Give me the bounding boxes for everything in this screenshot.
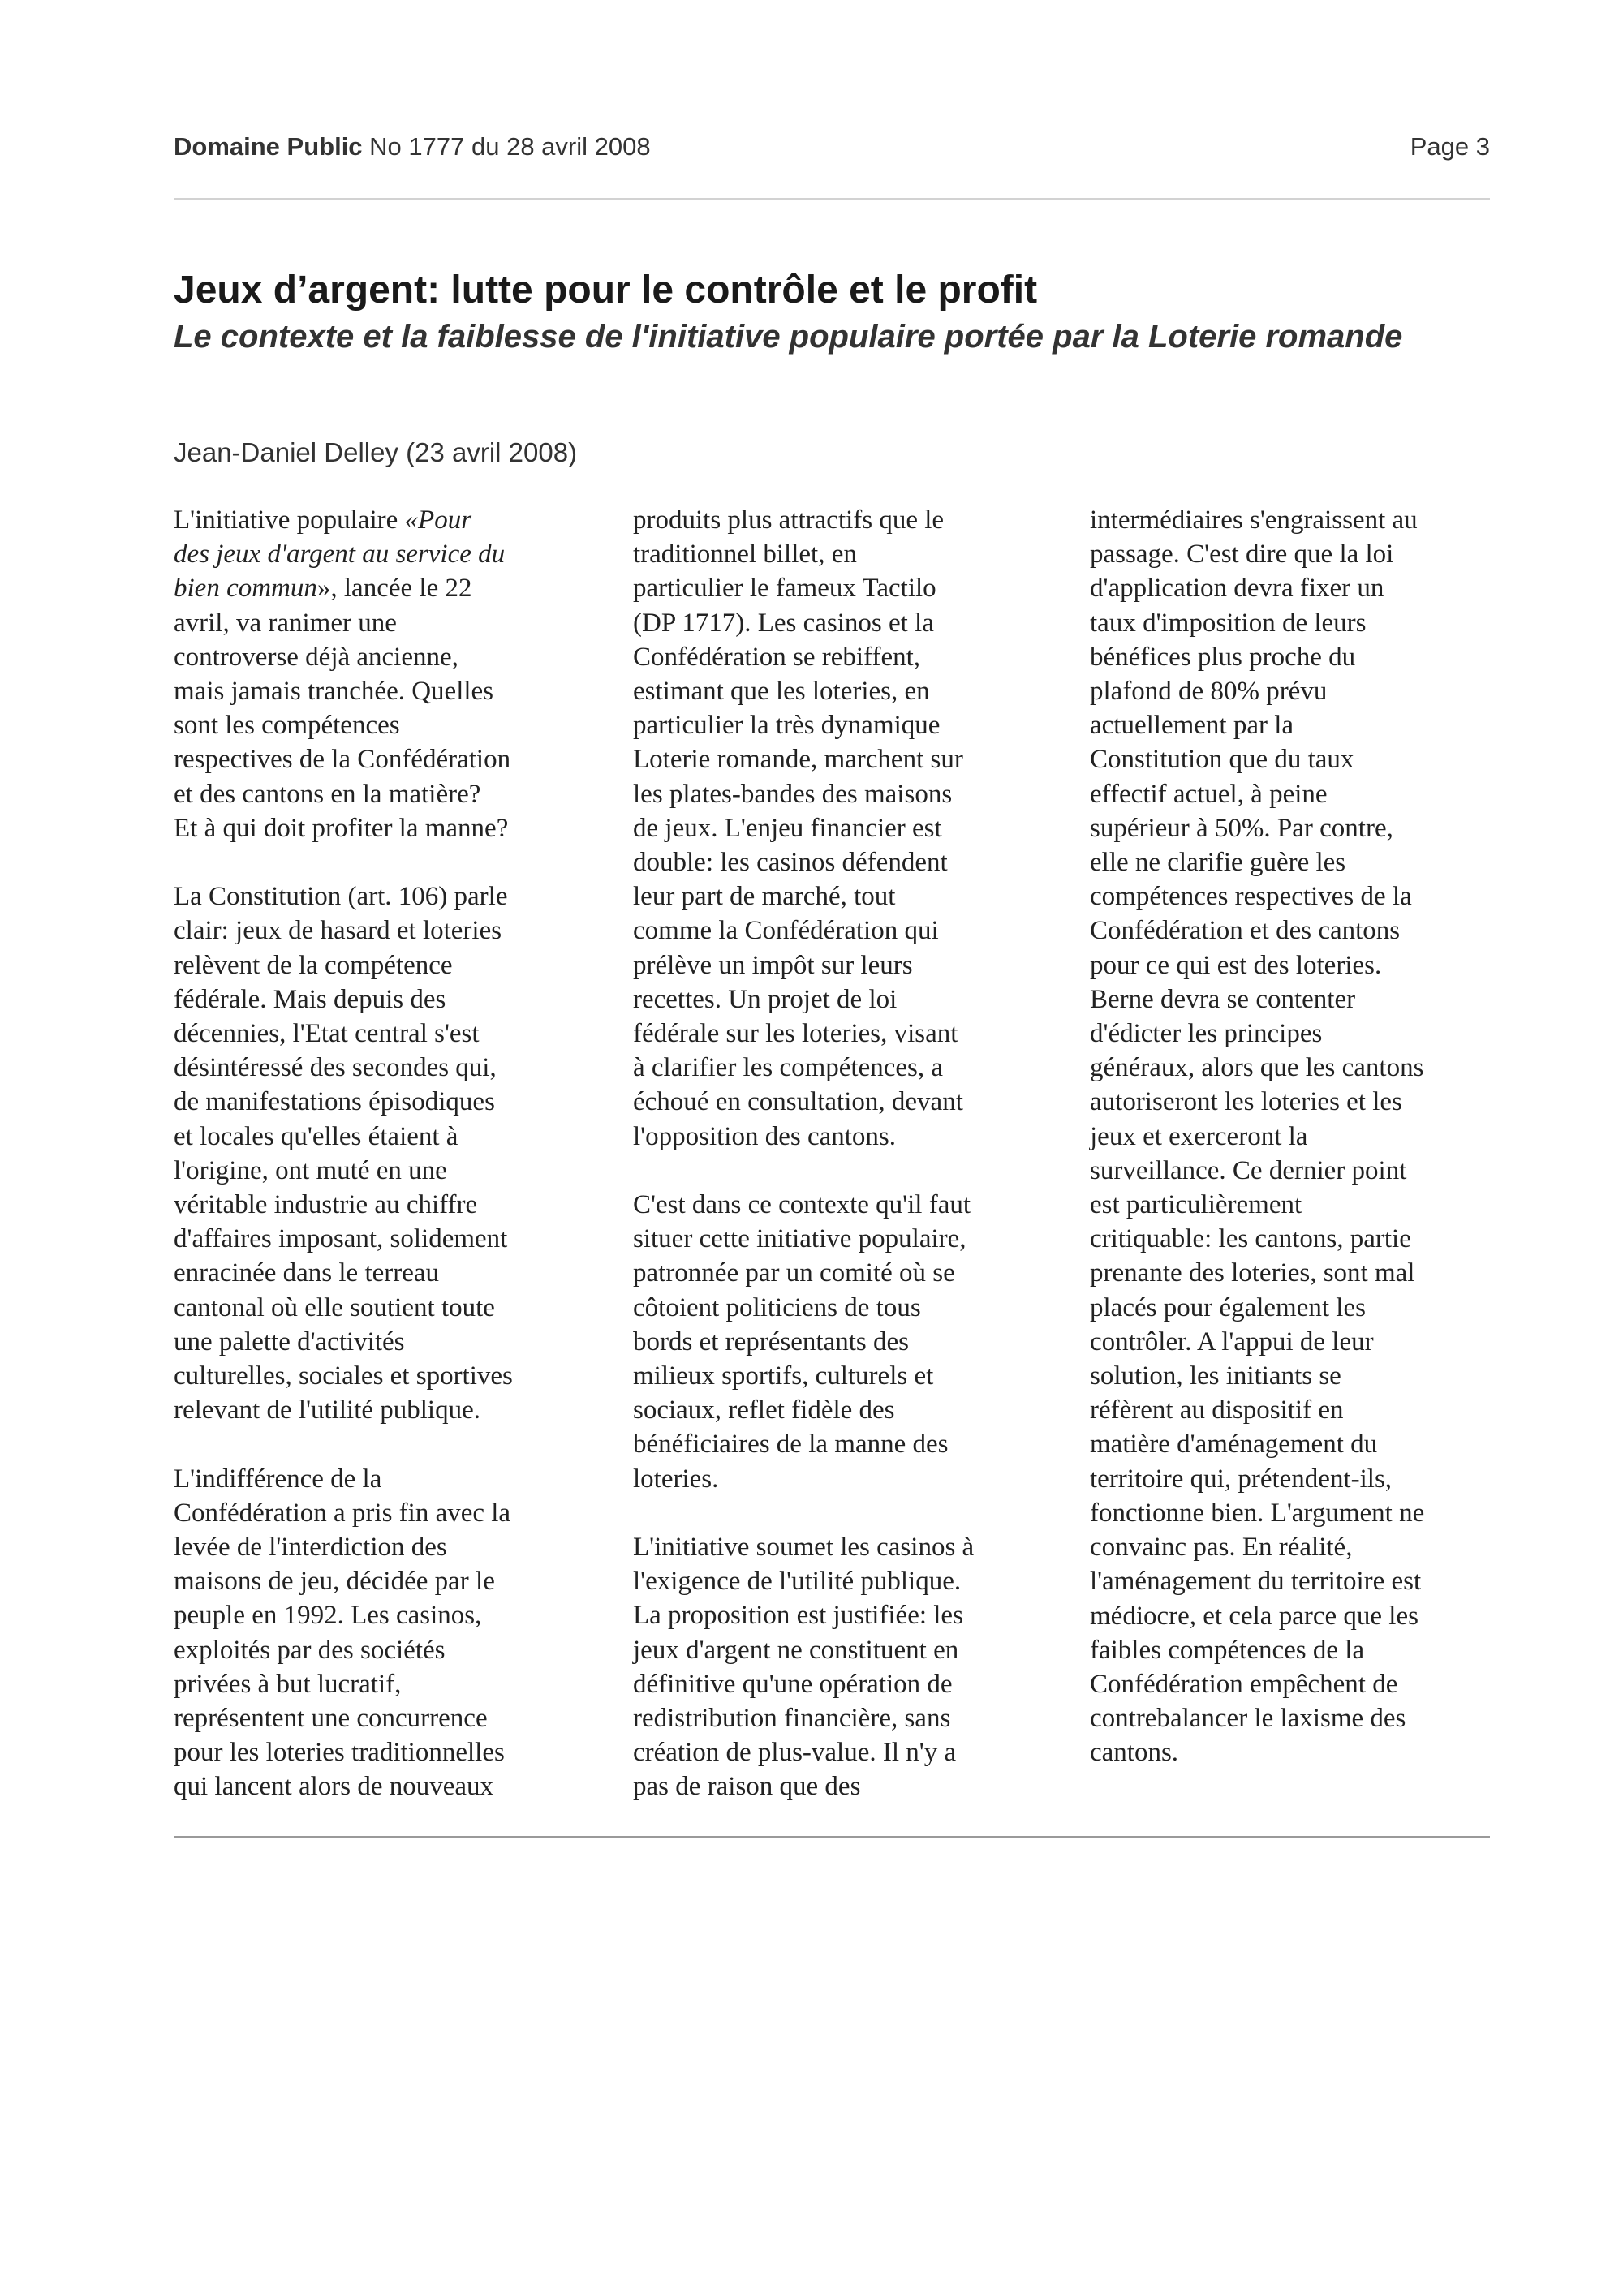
text-line: création de plus-value. Il n'y a bbox=[633, 1738, 957, 1768]
text-line: jeux et exerceront la bbox=[1090, 1121, 1308, 1151]
text-line: traditionnel billet, en bbox=[633, 540, 857, 570]
text-line: cantons. bbox=[1090, 1738, 1179, 1768]
text-line: sont les compétences bbox=[174, 711, 400, 741]
text-line: culturelles, sociales et sportives bbox=[174, 1361, 513, 1391]
text-line: de jeux. L'enjeu financier est bbox=[633, 813, 942, 843]
text-line: généraux, alors que les cantons bbox=[1090, 1053, 1424, 1083]
text-line: et locales qu'elles étaient à bbox=[174, 1121, 458, 1151]
text-column-3 bbox=[1090, 503, 1512, 1770]
text-line: comme la Confédération qui bbox=[633, 916, 939, 946]
text-line: effectif actuel, à peine bbox=[1090, 779, 1328, 809]
text-line: qui lancent alors de nouveaux bbox=[174, 1772, 494, 1802]
text-line: bénéfices plus proche du bbox=[1090, 642, 1356, 672]
text-line: L'initiative soumet les casinos à bbox=[633, 1533, 975, 1563]
text-line: représentent une concurrence bbox=[174, 1704, 488, 1734]
text-line: côtoient politiciens de tous bbox=[633, 1292, 921, 1322]
text-line: patronnée par un comité où se bbox=[633, 1258, 955, 1288]
text-line: redistribution financière, sans bbox=[633, 1704, 951, 1734]
text-line: d'édicter les principes bbox=[1090, 1019, 1323, 1049]
text-line: véritable industrie au chiffre bbox=[174, 1190, 478, 1220]
text-line: Confédération se rebiffent, bbox=[633, 642, 921, 672]
text-line: clair: jeux de hasard et loteries bbox=[174, 916, 502, 946]
text-line: prélève un impôt sur leurs bbox=[633, 950, 913, 980]
text-line: territoire qui, prétendent-ils, bbox=[1090, 1464, 1393, 1494]
text-line: enracinée dans le terreau bbox=[174, 1258, 440, 1288]
text-line: l'exigence de l'utilité publique. bbox=[633, 1567, 962, 1597]
text-line: cantonal où elle soutient toute bbox=[174, 1292, 495, 1322]
header-divider bbox=[174, 198, 1490, 200]
text-line: convainc pas. En réalité, bbox=[1090, 1533, 1353, 1563]
text-line: pour ce qui est des loteries. bbox=[1090, 950, 1382, 980]
text-line: l'aménagement du territoire est bbox=[1090, 1567, 1422, 1597]
paragraph bbox=[633, 503, 1051, 1154]
text-line: supérieur à 50%. Par contre, bbox=[1090, 813, 1393, 843]
text-line: les plates-bandes des maisons bbox=[633, 779, 953, 809]
text-line: prenante des loteries, sont mal bbox=[1090, 1258, 1415, 1288]
text-line: et des cantons en la matière? bbox=[174, 779, 481, 809]
text-line: double: les casinos défendent bbox=[633, 848, 948, 878]
text-line: placés pour également les bbox=[1090, 1292, 1366, 1322]
issue-info: No 1777 du 28 avril 2008 bbox=[369, 132, 651, 161]
text-line: avril, va ranimer une bbox=[174, 608, 397, 638]
text-line: fonctionne bien. L'argument ne bbox=[1090, 1498, 1425, 1528]
text-line: pas de raison que des bbox=[633, 1772, 861, 1802]
text-line: mais jamais tranchée. Quelles bbox=[174, 677, 494, 707]
text-line: des jeux d'argent au service du bbox=[174, 540, 506, 570]
text-line: sociaux, reflet fidèle des bbox=[633, 1395, 895, 1425]
text-line: de manifestations épisodiques bbox=[174, 1087, 495, 1117]
text-line: respectives de la Confédération bbox=[174, 745, 511, 775]
text-line: autoriseront les loteries et les bbox=[1090, 1087, 1402, 1117]
text-line: C'est dans ce contexte qu'il faut bbox=[633, 1190, 971, 1220]
text-line: relèvent de la compétence bbox=[174, 950, 453, 980]
text-line: médiocre, et cela parce que les bbox=[1090, 1601, 1419, 1631]
text-line: produits plus attractifs que le bbox=[633, 505, 945, 535]
text-line: Constitution que du taux bbox=[1090, 745, 1354, 775]
text-line: intermédiaires s'engraissent au bbox=[1090, 505, 1418, 535]
text-line: matière d'aménagement du bbox=[1090, 1430, 1378, 1460]
text-line: contrebalancer le laxisme des bbox=[1090, 1704, 1406, 1734]
text-line: d'application devra fixer un bbox=[1090, 574, 1384, 604]
text-column-1 bbox=[174, 503, 592, 1804]
text-line: critiquable: les cantons, partie bbox=[1090, 1224, 1411, 1254]
text-line: jeux d'argent ne constituent en bbox=[633, 1635, 959, 1665]
text-line: (DP 1717). Les casinos et la bbox=[633, 608, 934, 638]
text-line: décennies, l'Etat central s'est bbox=[174, 1019, 480, 1049]
text-line: elle ne clarifie guère les bbox=[1090, 848, 1346, 878]
quote-italic: «Pour bbox=[404, 505, 472, 535]
text-line: pour les loteries traditionnelles bbox=[174, 1738, 505, 1768]
text-line: loteries. bbox=[633, 1464, 719, 1494]
text-line: bien commun», lancée le 22 bbox=[174, 574, 472, 604]
text-line: maisons de jeu, décidée par le bbox=[174, 1567, 495, 1597]
paragraph bbox=[633, 1530, 1051, 1804]
footer-divider bbox=[174, 1836, 1490, 1838]
text-line: Confédération et des cantons bbox=[1090, 916, 1401, 946]
paragraph bbox=[174, 879, 592, 1427]
paragraph bbox=[1090, 503, 1512, 1770]
text-line: milieux sportifs, culturels et bbox=[633, 1361, 934, 1391]
text-line: La proposition est justifiée: les bbox=[633, 1601, 963, 1631]
text-line: une palette d'activités bbox=[174, 1326, 405, 1357]
text-line: plafond de 80% prévu bbox=[1090, 677, 1328, 707]
text-line: recettes. Un projet de loi bbox=[633, 984, 898, 1014]
text-line: faibles compétences de la bbox=[1090, 1635, 1365, 1665]
text-line: Et à qui doit profiter la manne? bbox=[174, 813, 509, 843]
text-line: Berne devra se contenter bbox=[1090, 984, 1356, 1014]
text-line: particulier le fameux Tactilo bbox=[633, 574, 936, 604]
text-line: La Constitution (art. 106) parle bbox=[174, 882, 508, 912]
text-line: particulier la très dynamique bbox=[633, 711, 941, 741]
text-line: L'initiative populaire «Pour bbox=[174, 505, 472, 535]
article-subtitle: Le contexte et la faiblesse de l'initiative populaire portée par la Loterie romande bbox=[174, 319, 1403, 355]
text-line: d'affaires imposant, solidement bbox=[174, 1224, 508, 1254]
text-line: compétences respectives de la bbox=[1090, 882, 1412, 912]
text-line: définitive qu'une opération de bbox=[633, 1669, 953, 1699]
text-line: Confédération empêchent de bbox=[1090, 1669, 1398, 1699]
text-line: exploités par des sociétés bbox=[174, 1635, 446, 1665]
text-line: peuple en 1992. Les casinos, bbox=[174, 1601, 482, 1631]
text-line: est particulièrement bbox=[1090, 1190, 1302, 1220]
text-line: à clarifier les compétences, a bbox=[633, 1053, 944, 1083]
text-line: bénéficiaires de la manne des bbox=[633, 1430, 949, 1460]
text-line: leur part de marché, tout bbox=[633, 882, 896, 912]
text-line: controverse déjà ancienne, bbox=[174, 642, 458, 672]
text-line: actuellement par la bbox=[1090, 711, 1294, 741]
text-line: l'origine, ont muté en une bbox=[174, 1155, 447, 1185]
text-line: L'indifférence de la bbox=[174, 1464, 382, 1494]
paragraph bbox=[174, 503, 592, 845]
text-line: passage. C'est dire que la loi bbox=[1090, 540, 1394, 570]
text-line: échoué en consultation, devant bbox=[633, 1087, 963, 1117]
text-line: privées à but lucratif, bbox=[174, 1669, 402, 1699]
text-line: solution, les initiants se bbox=[1090, 1361, 1341, 1391]
text-line: relevant de l'utilité publique. bbox=[174, 1395, 481, 1425]
paragraph bbox=[174, 1462, 592, 1804]
article-byline: Jean-Daniel Delley (23 avril 2008) bbox=[174, 437, 578, 467]
text-line: réfèrent au dispositif en bbox=[1090, 1395, 1344, 1425]
text-line: surveillance. Ce dernier point bbox=[1090, 1155, 1407, 1185]
text-line: levée de l'interdiction des bbox=[174, 1533, 447, 1563]
text-line: situer cette initiative populaire, bbox=[633, 1224, 966, 1254]
text-line: fédérale. Mais depuis des bbox=[174, 984, 446, 1014]
text-line: Loterie romande, marchent sur bbox=[633, 745, 963, 775]
paragraph bbox=[633, 1188, 1051, 1496]
text-line: taux d'imposition de leurs bbox=[1090, 608, 1367, 638]
text-column-2 bbox=[633, 503, 1051, 1804]
text-line: contrôler. A l'appui de leur bbox=[1090, 1326, 1374, 1357]
publication-name: Domaine Public bbox=[174, 132, 363, 161]
page-number: Page 3 bbox=[1410, 132, 1490, 161]
text-line: fédérale sur les loteries, visant bbox=[633, 1019, 958, 1049]
text-line: Confédération a pris fin avec la bbox=[174, 1498, 511, 1528]
page-header bbox=[174, 132, 1490, 168]
text-line: l'opposition des cantons. bbox=[633, 1121, 897, 1151]
text-line: bords et représentants des bbox=[633, 1326, 909, 1357]
text-line: estimant que les loteries, en bbox=[633, 677, 930, 707]
text-line: désintéressé des secondes qui, bbox=[174, 1053, 497, 1083]
article-title: Jeux d’argent: lutte pour le contrôle et le profit bbox=[174, 269, 1038, 312]
